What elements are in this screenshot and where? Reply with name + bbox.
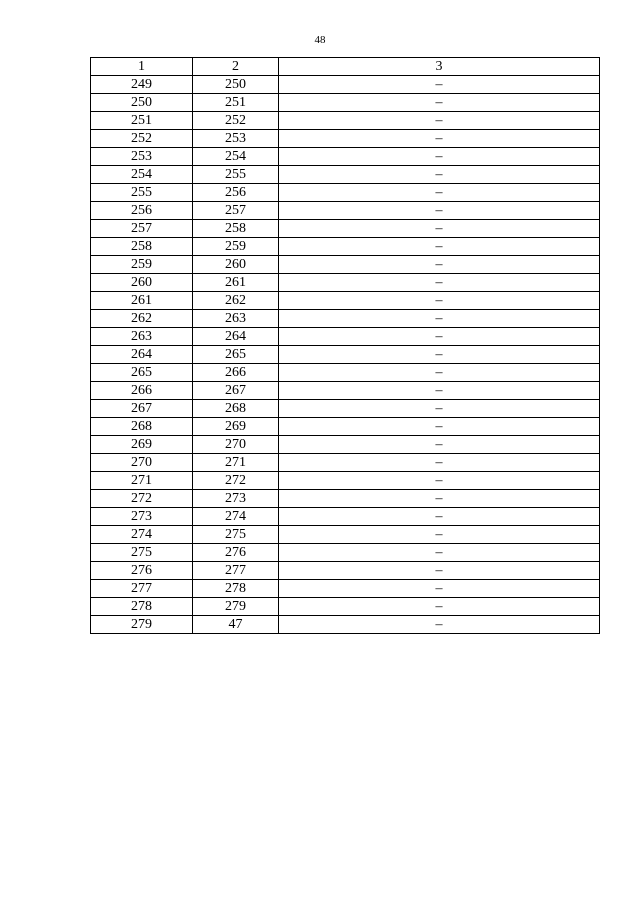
table-cell-col-3: – <box>279 148 600 166</box>
table-cell-col-2: 275 <box>193 526 279 544</box>
table-cell-col-1: 269 <box>91 436 193 454</box>
table-cell-col-3: – <box>279 472 600 490</box>
table-cell-col-2: 265 <box>193 346 279 364</box>
table-cell-col-3: – <box>279 400 600 418</box>
table-row <box>91 454 600 472</box>
table-row <box>91 166 600 184</box>
column-header-1: 1 <box>91 58 193 76</box>
table-row <box>91 418 600 436</box>
table-cell-col-3: – <box>279 274 600 292</box>
table-cell-col-3: – <box>279 328 600 346</box>
table-cell-col-3: – <box>279 508 600 526</box>
table-row <box>91 490 600 508</box>
table-cell-col-1: 268 <box>91 418 193 436</box>
table-cell-col-1: 257 <box>91 220 193 238</box>
table-row <box>91 274 600 292</box>
table-row <box>91 598 600 616</box>
table-row <box>91 94 600 112</box>
table-cell-col-2: 259 <box>193 238 279 256</box>
table-cell-col-2: 255 <box>193 166 279 184</box>
column-header-3: 3 <box>279 58 600 76</box>
table-cell-col-3: – <box>279 256 600 274</box>
table-cell-col-3: – <box>279 598 600 616</box>
table-cell-col-1: 256 <box>91 202 193 220</box>
table-cell-col-3: – <box>279 544 600 562</box>
table-row <box>91 130 600 148</box>
table-row <box>91 616 600 634</box>
table-cell-col-1: 259 <box>91 256 193 274</box>
page-number: 48 <box>314 34 326 46</box>
table-cell-col-1: 251 <box>91 112 193 130</box>
table-cell-col-3: – <box>279 292 600 310</box>
table-cell-col-2: 251 <box>193 94 279 112</box>
table-cell-col-3: – <box>279 616 600 634</box>
table-cell-col-3: – <box>279 562 600 580</box>
data-table <box>90 57 600 634</box>
table-cell-col-2: 271 <box>193 454 279 472</box>
table-row <box>91 112 600 130</box>
table-cell-col-1: 271 <box>91 472 193 490</box>
table-cell-col-2: 274 <box>193 508 279 526</box>
table-cell-col-2: 276 <box>193 544 279 562</box>
table-cell-col-3: – <box>279 238 600 256</box>
table-cell-col-1: 258 <box>91 238 193 256</box>
table-cell-col-2: 254 <box>193 148 279 166</box>
table-cell-col-2: 278 <box>193 580 279 598</box>
table-cell-col-3: – <box>279 184 600 202</box>
table-cell-col-2: 250 <box>193 76 279 94</box>
table-row <box>91 400 600 418</box>
table-cell-col-3: – <box>279 454 600 472</box>
table-row <box>91 76 600 94</box>
table-cell-col-2: 263 <box>193 310 279 328</box>
column-header-2: 2 <box>193 58 279 76</box>
table-cell-col-2: 279 <box>193 598 279 616</box>
table-cell-col-1: 273 <box>91 508 193 526</box>
table-cell-col-1: 265 <box>91 364 193 382</box>
table-cell-col-3: – <box>279 76 600 94</box>
table-cell-col-2: 257 <box>193 202 279 220</box>
table-cell-col-2: 270 <box>193 436 279 454</box>
table-cell-col-1: 277 <box>91 580 193 598</box>
table-cell-col-2: 47 <box>193 616 279 634</box>
table-cell-col-3: – <box>279 112 600 130</box>
table-cell-col-2: 264 <box>193 328 279 346</box>
table-cell-col-3: – <box>279 220 600 238</box>
table-cell-col-2: 272 <box>193 472 279 490</box>
table-cell-col-2: 261 <box>193 274 279 292</box>
table-cell-col-1: 270 <box>91 454 193 472</box>
table-cell-col-3: – <box>279 580 600 598</box>
table-row <box>91 292 600 310</box>
table-cell-col-2: 252 <box>193 112 279 130</box>
table-row <box>91 184 600 202</box>
table-row <box>91 346 600 364</box>
table-cell-col-2: 256 <box>193 184 279 202</box>
table-cell-col-1: 255 <box>91 184 193 202</box>
table-cell-col-1: 266 <box>91 382 193 400</box>
table-row <box>91 508 600 526</box>
table-row <box>91 238 600 256</box>
table-cell-col-1: 260 <box>91 274 193 292</box>
table-row <box>91 382 600 400</box>
table-row <box>91 202 600 220</box>
table-cell-col-3: – <box>279 436 600 454</box>
table-cell-col-3: – <box>279 490 600 508</box>
table-row <box>91 580 600 598</box>
table-cell-col-1: 279 <box>91 616 193 634</box>
table-cell-col-1: 261 <box>91 292 193 310</box>
table-cell-col-3: – <box>279 94 600 112</box>
table-cell-col-2: 266 <box>193 364 279 382</box>
table-cell-col-3: – <box>279 130 600 148</box>
table-cell-col-3: – <box>279 346 600 364</box>
table-row <box>91 310 600 328</box>
table-cell-col-3: – <box>279 418 600 436</box>
table-cell-col-2: 269 <box>193 418 279 436</box>
table-cell-col-2: 267 <box>193 382 279 400</box>
table-cell-col-1: 253 <box>91 148 193 166</box>
table-cell-col-1: 250 <box>91 94 193 112</box>
table-cell-col-2: 273 <box>193 490 279 508</box>
table-cell-col-1: 278 <box>91 598 193 616</box>
table-cell-col-3: – <box>279 382 600 400</box>
table-cell-col-1: 262 <box>91 310 193 328</box>
table-cell-col-1: 275 <box>91 544 193 562</box>
table-row <box>91 472 600 490</box>
table-cell-col-1: 264 <box>91 346 193 364</box>
table-cell-col-2: 253 <box>193 130 279 148</box>
table-cell-col-1: 276 <box>91 562 193 580</box>
table-row <box>91 562 600 580</box>
table-cell-col-1: 252 <box>91 130 193 148</box>
table-cell-col-3: – <box>279 364 600 382</box>
table-row <box>91 544 600 562</box>
table-row <box>91 220 600 238</box>
table-cell-col-1: 249 <box>91 76 193 94</box>
table-cell-col-2: 277 <box>193 562 279 580</box>
table-cell-col-2: 258 <box>193 220 279 238</box>
table-row <box>91 364 600 382</box>
table-cell-col-1: 274 <box>91 526 193 544</box>
table-cell-col-1: 267 <box>91 400 193 418</box>
table-row <box>91 328 600 346</box>
table-cell-col-2: 268 <box>193 400 279 418</box>
table-row <box>91 526 600 544</box>
table-cell-col-2: 260 <box>193 256 279 274</box>
table-cell-col-3: – <box>279 310 600 328</box>
table-row <box>91 436 600 454</box>
table-row <box>91 148 600 166</box>
table-cell-col-1: 272 <box>91 490 193 508</box>
table-cell-col-1: 263 <box>91 328 193 346</box>
table-row <box>91 256 600 274</box>
table-cell-col-2: 262 <box>193 292 279 310</box>
table-cell-col-3: – <box>279 166 600 184</box>
table-body <box>91 76 600 634</box>
table-cell-col-1: 254 <box>91 166 193 184</box>
table-cell-col-3: – <box>279 202 600 220</box>
table-header-row <box>91 58 600 76</box>
table-cell-col-3: – <box>279 526 600 544</box>
